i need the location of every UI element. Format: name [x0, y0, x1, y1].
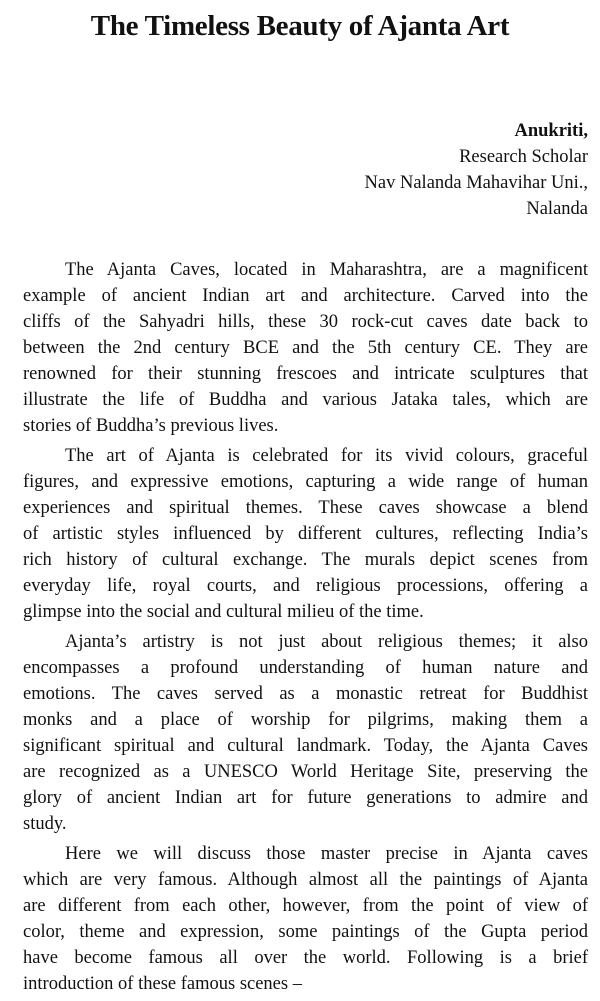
text-line: glimpse into the social and cultural milieu of the time. [23, 602, 424, 622]
author-institution: Nav Nalanda Mahavihar Uni., [364, 173, 588, 193]
text-line: significant spiritual and cultural landmark. Today, the Ajanta Caves [23, 736, 588, 756]
paragraph [23, 841, 588, 997]
author-place: Nalanda [526, 199, 588, 219]
text-line: are different from each other, however, from the point of view of [23, 896, 588, 916]
text-line: between the 2nd century BCE and the 5th century CE. They are [23, 338, 588, 358]
text-line: illustrate the life of Buddha and various Jataka tales, which are [23, 390, 588, 410]
text-line: Ajanta’s artistry is not just about religious themes; it also [65, 632, 588, 652]
text-line: monks and a place of worship for pilgrims, making them a [23, 710, 588, 730]
text-line: color, theme and expression, some paintings of the Gupta period [23, 922, 588, 942]
author-role: Research Scholar [459, 147, 588, 167]
author-name: Anukriti, [514, 121, 588, 141]
text-line: experiences and spiritual themes. These caves showcase a blend [23, 498, 588, 518]
text-line: figures, and expressive emotions, capturing a wide range of human [23, 472, 588, 492]
text-line: everyday life, royal courts, and religious processions, offering a [23, 576, 588, 596]
text-line: The Ajanta Caves, located in Maharashtra, are a magnificent [65, 260, 588, 280]
text-line: emotions. The caves served as a monastic retreat for Buddhist [23, 684, 588, 704]
text-line: encompasses a profound understanding of human nature and [23, 658, 588, 678]
paragraph [23, 443, 588, 625]
text-line: have become famous all over the world. Following is a brief [23, 948, 588, 968]
text-line: renowned for their stunning frescoes and intricate sculptures that [23, 364, 588, 384]
text-line: of artistic styles influenced by different cultures, reflecting India’s [23, 524, 588, 544]
text-line: introduction of these famous scenes – [23, 974, 302, 994]
author-block [365, 118, 588, 222]
text-line: cliffs of the Sahyadri hills, these 30 rock-cut caves date back to [23, 312, 588, 332]
text-line: which are very famous. Although almost all the paintings of Ajanta [23, 870, 588, 890]
text-line: Here we will discuss those master precise in Ajanta caves [65, 844, 588, 864]
text-line: glory of ancient Indian art for future generations to admire and [23, 788, 588, 808]
article-body [23, 257, 588, 1001]
text-line: The art of Ajanta is celebrated for its vivid colours, graceful [65, 446, 588, 466]
text-line: study. [23, 814, 67, 834]
page-title: The Timeless Beauty of Ajanta Art [90, 10, 510, 42]
paragraph [23, 629, 588, 837]
text-line: example of ancient Indian art and architecture. Carved into the [23, 286, 588, 306]
text-line: are recognized as a UNESCO World Heritage Site, preserving the [23, 762, 588, 782]
text-line: rich history of cultural exchange. The murals depict scenes from [23, 550, 588, 570]
paragraph [23, 257, 588, 439]
text-line: stories of Buddha’s previous lives. [23, 416, 279, 436]
